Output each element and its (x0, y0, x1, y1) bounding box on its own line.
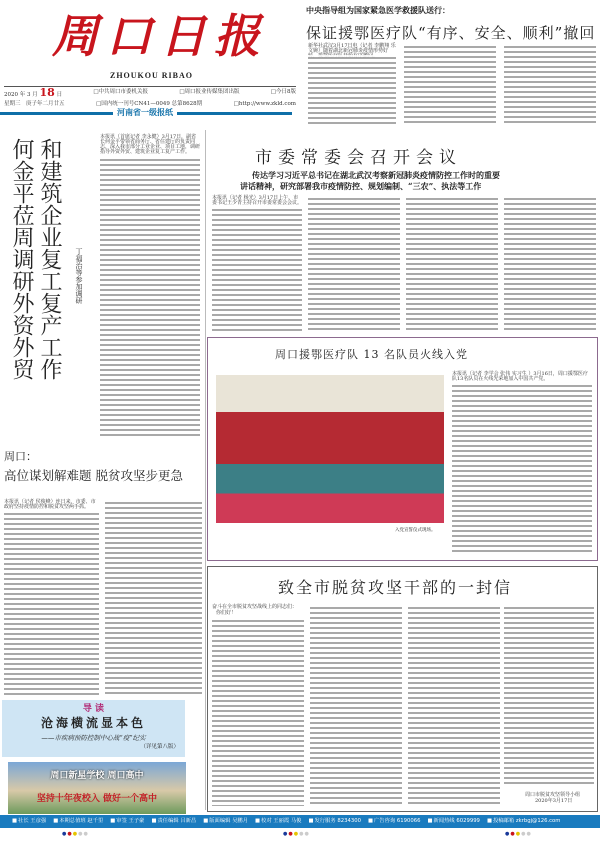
guide-label: 导 读 (82, 704, 105, 714)
top-story-headline: 保证援鄂医疗队“有序、安全、顺利”撤回 (306, 24, 596, 42)
photo-caption: 入党宣誓仪式现场。 (395, 528, 436, 533)
poverty-kicker: 周口： (4, 450, 37, 463)
guide-box[interactable] (2, 700, 185, 757)
color-register-marks: ●●●●● (283, 831, 310, 837)
school-ad[interactable] (8, 762, 186, 814)
main-lead: 本报讯（记者 杨光）3月17日上午，市委书记王少青主持召开市委常委会会议。 (212, 195, 303, 206)
poverty-lead: 本报讯（记者 侯俊峰）连日来，市委、市政府坚持疫情防控和脱贫攻坚两手抓。 (4, 499, 96, 510)
main-subhead-2: 讲话精神，研究部署我市疫情防控、规划编制、“三农”、执法等工作 (240, 181, 482, 191)
left-story-byline: 丁福治等参加调研 (75, 248, 83, 304)
letter-headline: 致全市脱贫攻坚干部的一封信 (278, 578, 513, 597)
color-register-marks: ●●●●● (505, 831, 532, 837)
letter-date: 2020年3月17日 (535, 798, 573, 804)
date-line: 2020 年 3 月 18 日 □中共周口市委机关报 □周口报业传媒集团出版 □今日8版 星期三 庚子年二月廿五 □国内统一刊号CN41—0049 总第8628期 □http://www.zkld.com (4, 86, 296, 107)
party-photo (216, 375, 444, 523)
guide-subtitle: ——市疾病预防控制中心战“疫”纪实 (41, 734, 146, 742)
left-story-lead: 本报讯（首席记者 李永健）3月17日，副省长何金平带领省商务厅、省住建厅的负责同志，深入我市部分工业企业、项目工地，调研指导外资外贸、建筑企业复工复产工作。 (100, 134, 201, 155)
party-lead: 本报讯（记者 李学会 张伟 实习生 ）3月16日，周口援鄂医疗队13名队员在火线光荣地加入中国共产党。 (452, 371, 588, 382)
left-story-headline-a: 和建筑企业复工复产工作 (37, 138, 62, 380)
guide-title: 沧海横流显本色 (40, 716, 146, 730)
letter-salutation: 奋斗在全市脱贫攻坚战线上的同志们： (212, 604, 298, 610)
masthead-logo: 周口日报 (52, 9, 268, 63)
left-story-headline-b: 何金平莅周调研外资外贸 (9, 138, 34, 380)
main-headline: 市委常委会召开会议 (255, 148, 462, 168)
rank-label: 河南省一级报纸 (113, 107, 177, 118)
letter-greeting: 你们好！ (216, 610, 237, 616)
date-day: 18 (39, 86, 55, 99)
masthead-pinyin: ZHOUKOU RIBAO (110, 71, 194, 80)
poverty-headline: 高位谋划解难题 脱贫攻坚步更急 (4, 468, 183, 483)
color-register-marks: ●●●●● (62, 831, 89, 837)
footer-bar: ■ 社长 王彦强 ■ 本期总值班 赵千里 ■ 审签 王子豪 ■ 责任编辑 吕新昌 ■ 版面编辑 吴鹏月 ■ 校对 王丽霞 马俊 ■ 发行服务 8234300 ■ 广告咨询 6190066 ■ 新闻热线 6029999 ■ 投稿邮箱 zkrbgj@126.com (0, 815, 600, 828)
guide-ref: （详见第八版） (140, 744, 179, 750)
party-headline: 周口援鄂医疗队 13 名队员火线入党 (275, 348, 468, 361)
ad-slogan: 坚持十年夜校入 做好一个高中 (36, 794, 158, 804)
letter-signature: 周口市脱贫攻坚领导小组 (525, 792, 581, 798)
top-story-lead: 新华社武汉3月17日电（记者 李鹏翔 乐文婉）随着湖北新冠肺炎疫情形势好 (308, 43, 396, 54)
top-story-kicker: 中央指导组为国家紧急医学救援队送行： (306, 5, 450, 15)
main-subhead-1: 传达学习习近平总书记在湖北武汉考察新冠肺炎疫情防控工作时的重要 (252, 170, 500, 180)
ad-title: 周口新星学校 周口高中 (50, 771, 144, 781)
